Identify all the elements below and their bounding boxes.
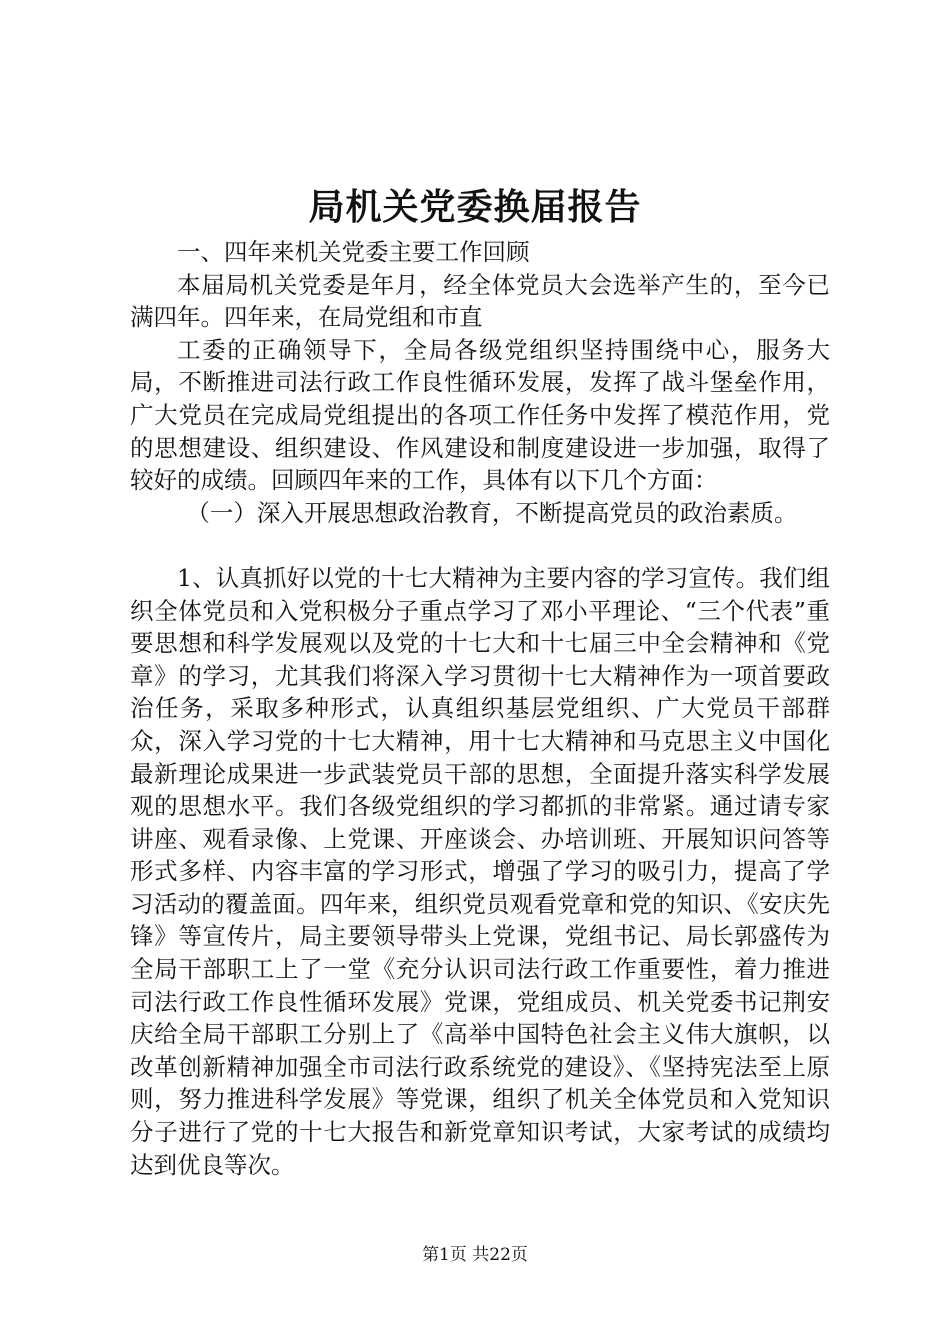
paragraph-gap [130, 529, 830, 562]
page-number: 第1页 共22页 [422, 1245, 528, 1265]
paragraph-leadership: 工委的正确领导下，全局各级党组织坚持围绕中心，服务大局，不断推进司法行政工作良性循环发展，发挥了战斗堡垒作用，广大党员在完成局党组提出的各项工作任务中发挥了模范作用，党的思想建设、组织建设、作风建设和制度建设进一步加强，取得了较好的成绩。回顾四年来的工作，具体有以下几个方面： [130, 335, 830, 495]
document-body [130, 236, 830, 1181]
section-heading: 一、四年来机关党委主要工作回顾 [177, 238, 530, 266]
paragraph-intro: 本届局机关党委是年月，经全体党员大会选举产生的，至今已满四年。四年来，在局党组和市直 [130, 270, 830, 332]
subsection-heading: （一）深入开展思想政治教育，不断提高党员的政治素质。 [186, 498, 798, 527]
document-title: 局机关党委换届报告 [308, 186, 642, 228]
paragraph-study: 1、认真抓好以党的十七大精神为主要内容的学习宣传。我们组织全体党员和入党积极分子重点学习了邓小平理论、“三个代表”重要思想和科学发展观以及党的十七大和十七届三中全会精神和《党章》的学习，尤其我们将深入学习贯彻十七大精神作为一项首要政治任务，采取多种形式，认真组织基层党组织、广大党员干部群众，深入学习党的十七大精神，用十七大精神和马克思主义中国化最新理论成果进一步武装党员干部的思想，全面提升落实科学发展观的思想水平。我们各级党组织的学习都抓的非常紧。通过请专家讲座、观看录像、上党课、开座谈会、办培训班、开展知识问答等形式多样、内容丰富的学习形式，增强了学习的吸引力，提高了学习活动的覆盖面。四年来，组织党员观看党章和党的知识、《安庆先锋》等宣传片，局主要领导带头上党课，党组书记、局长郭盛传为全局干部职工上了一堂《充分认识司法行政工作重要性，着力推进司法行政工作良性循环发展》党课，党组成员、机关党委书记荆安庆给全局干部职工分别上了《高举中国特色社会主义伟大旗帜，以改革创新精神加强全市司法行政系统党的建设》、《坚持宪法至上原则，努力推进科学发展》等党课，组织了机关全体党员和入党知识分子进行了党的十七大报告和新党章知识考试，大家考试的成绩均达到优良等次。 [130, 563, 830, 1179]
